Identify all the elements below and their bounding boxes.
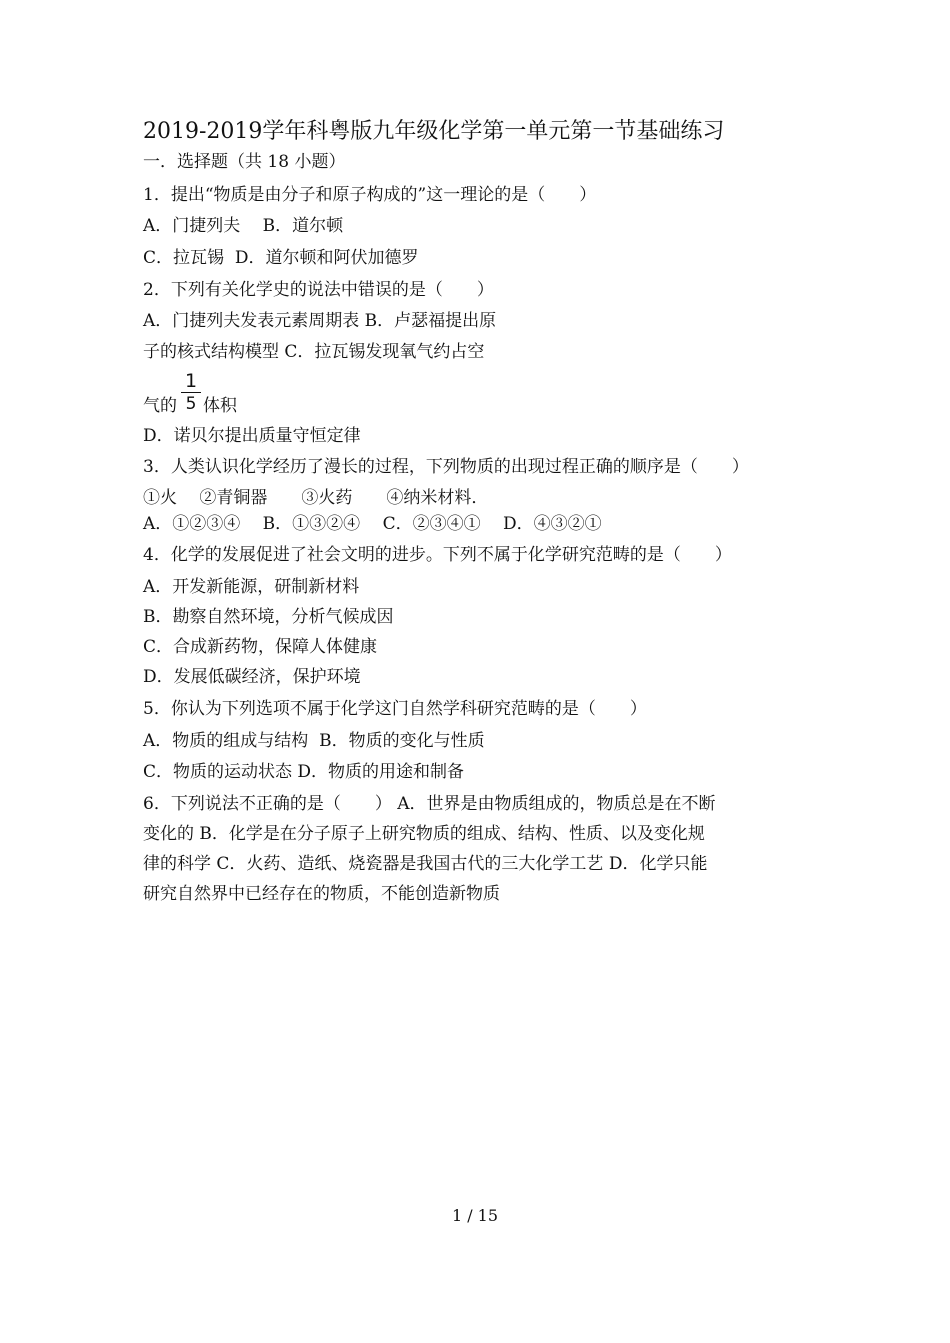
question-4-stem: 4．化学的发展促进了社会文明的进步。下列不属于化学研究范畴的是（ ） — [143, 545, 732, 565]
question-3-items: ①火 ②青铜器 ③火药 ④纳米材料． — [143, 488, 489, 508]
question-6-line-4: 研究自然界中已经存在的物质，不能创造新物质 — [143, 884, 500, 904]
question-5-options-ab: A．物质的组成与结构 B．物质的变化与性质 — [143, 731, 485, 751]
question-1-options-ab: A．门捷列夫 B．道尔顿 — [143, 216, 344, 236]
fraction-suffix: 体积 — [203, 396, 237, 416]
question-4-option-a: A．开发新能源，研制新材料 — [143, 577, 360, 597]
question-2-option-line-1: A．门捷列夫发表元素周期表 B．卢瑟福提出原 — [143, 311, 497, 331]
question-6-line-3: 律的科学 C．火药、造纸、烧瓷器是我国古代的三大化学工艺 D．化学只能 — [143, 854, 708, 874]
question-5-stem: 5．你认为下列选项不属于化学这门自然学科研究范畴的是（ ） — [143, 699, 647, 719]
fraction-denominator: 5 — [185, 394, 197, 414]
section-heading: 一．选择题（共 18 小题） — [143, 152, 346, 172]
page-number: 1 / 15 — [451, 1206, 499, 1225]
question-5-options-cd: C．物质的运动状态 D．物质的用途和制备 — [143, 762, 465, 782]
question-1-stem: 1．提出“物质是由分子和原子构成的”这一理论的是（ ） — [143, 185, 597, 205]
question-2-stem: 2．下列有关化学史的说法中错误的是（ ） — [143, 280, 494, 300]
question-4-option-b: B．勘察自然环境，分析气候成因 — [143, 607, 394, 627]
question-3-options: A．①②③④ B．①③②④ C．②③④① D．④③②① — [143, 514, 602, 534]
question-4-option-c: C．合成新药物，保障人体健康 — [143, 637, 378, 657]
question-2-option-line-2: 子的核式结构模型 C．拉瓦锡发现氧气约占空 — [143, 342, 485, 362]
question-1-options-cd: C．拉瓦锡 D．道尔顿和阿伏加德罗 — [143, 248, 419, 268]
question-2-option-d: D．诺贝尔提出质量守恒定律 — [143, 426, 361, 446]
question-4-option-d: D．发展低碳经济，保护环境 — [143, 667, 361, 687]
question-3-stem: 3．人类认识化学经历了漫长的过程，下列物质的出现过程正确的顺序是（ ） — [143, 457, 749, 477]
fraction-numerator: 1 — [181, 370, 201, 393]
question-6-line-2: 变化的 B．化学是在分子原子上研究物质的组成、结构、性质、以及变化规 — [143, 824, 705, 844]
fraction-one-fifth — [181, 370, 201, 415]
page-title: 2019-2019学年科粤版九年级化学第一单元第一节基础练习 — [143, 119, 725, 144]
fraction-prefix: 气的 — [143, 396, 177, 416]
question-6-line-1: 6．下列说法不正确的是（ ） A．世界是由物质组成的，物质总是在不断 — [143, 794, 716, 814]
